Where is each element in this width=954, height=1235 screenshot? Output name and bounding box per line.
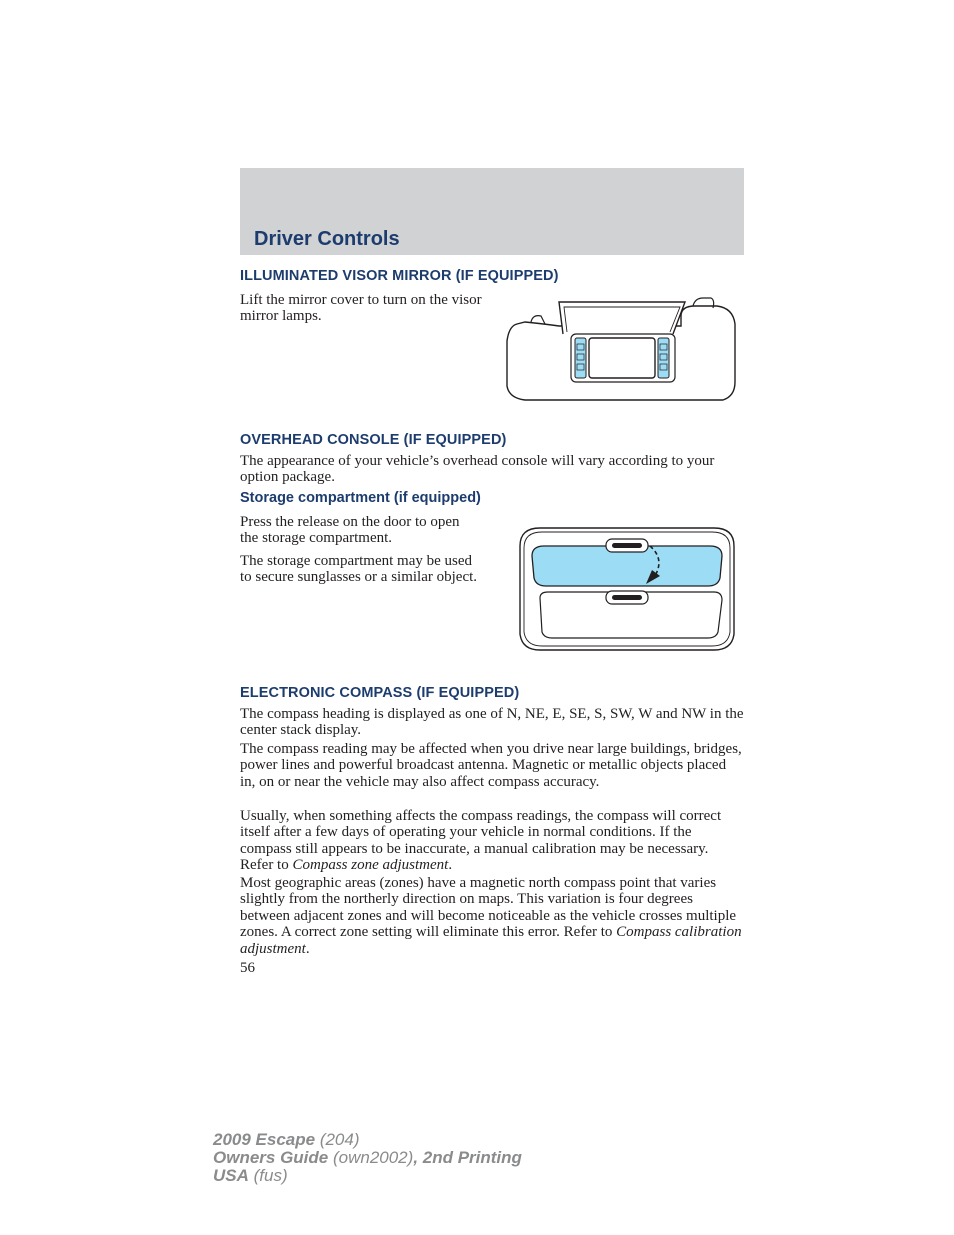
- compass-zone-reference: Compass zone adjustment: [292, 857, 449, 874]
- compass-calibration-reference: Compass calibration adjustment: [240, 924, 742, 957]
- overhead-console-illustration: [514, 526, 740, 654]
- storage-body-2: The storage compartment may be used to secure sunglasses or a similar object.: [240, 553, 478, 586]
- compass-paragraph-1: The compass heading is displayed as one of N, NE, E, SE, S, SW, W and NW in the center stack display.: [240, 706, 744, 739]
- visor-heading: ILLUMINATED VISOR MIRROR (IF EQUIPPED): [240, 268, 559, 284]
- visor-body: Lift the mirror cover to turn on the visor mirror lamps.: [240, 292, 482, 325]
- storage-subheading: Storage compartment (if equipped): [240, 490, 481, 506]
- overhead-body: The appearance of your vehicle’s overhead console will vary according to your option package.: [240, 453, 715, 486]
- page-number: 56: [240, 960, 255, 976]
- footer-line-3: USA (fus): [213, 1166, 288, 1185]
- footer-line-2: Owners Guide (own2002), 2nd Printing: [213, 1148, 522, 1167]
- storage-body: Press the release on the door to open the storage compartment.: [240, 514, 460, 547]
- document-footer: [213, 1131, 522, 1185]
- footer-line-1: 2009 Escape (204): [213, 1130, 360, 1149]
- visor-mirror-illustration: [505, 296, 737, 402]
- compass-paragraph-2: The compass reading may be affected when you drive near large buildings, bridges, power lines and powerful broadcast antenna. Magnetic or metallic objects placed in, on or near the vehicle may also affect compass accuracy.: [240, 741, 742, 790]
- section-title: Driver Controls: [254, 228, 400, 250]
- overhead-heading: OVERHEAD CONSOLE (IF EQUIPPED): [240, 432, 507, 448]
- compass-heading: ELECTRONIC COMPASS (IF EQUIPPED): [240, 685, 520, 701]
- section-header-band: [240, 168, 744, 255]
- compass-paragraph-4: Most geographic areas (zones) have a magnetic north compass point that varies slightly from the northerly direction on maps. This variation is four degrees between adjacent zones and will become noticeable as the vehicle crosses multiple zones. A correct zone setting will eliminate this error. Refer to Compass calibration adjustment.: [240, 875, 742, 957]
- compass-paragraph-3: Usually, when something affects the compass readings, the compass will correct itself after a few days of operating your vehicle in normal conditions. If the compass still appears to be inaccurate, a manual calibration may be necessary. Refer to Compass zone adjustment.: [240, 808, 722, 874]
